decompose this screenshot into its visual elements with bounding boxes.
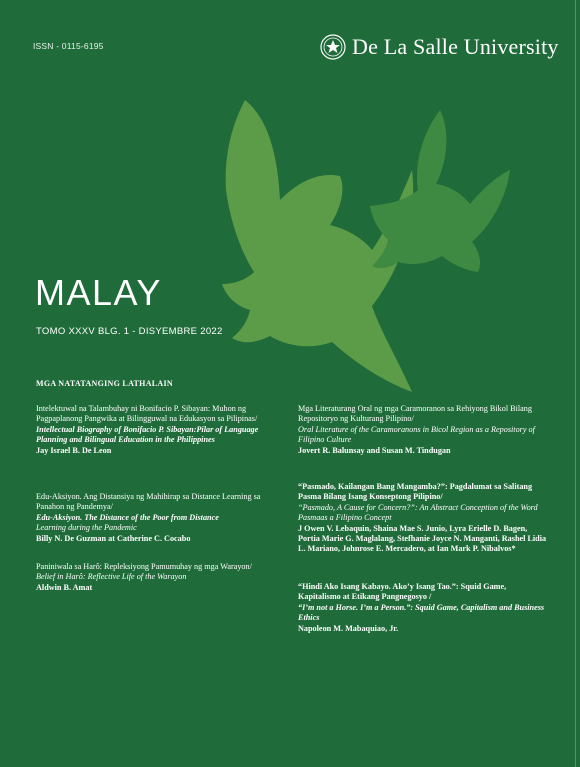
volume-issue-line: TOMO XXXV BLG. 1 - DISYEMBRE 2022 [36,326,223,337]
article-title-english: Edu-Aksiyon. The Distance of the Poor from Distance [36,512,219,522]
article-haro [36,562,252,593]
small-dove-icon [370,110,510,272]
article-edu-aksiyon [36,492,276,544]
university-seal-icon [320,34,346,60]
article-authors: Napoleon M. Mabaquiao, Jr. [298,623,399,633]
university-name: De La Salle University [352,34,559,59]
article-title-filipino: Intelektuwal na Talambuhay ni Bonifacio P. Sibayan: Muhon ng Pagpaplanong Pangwika at Bilingguwal na Edukasyon sa Pilipinas/ [36,404,258,424]
article-title-english-continued: Learning during the Pandemic [36,523,137,533]
large-dove-icon [222,100,413,392]
article-title-filipino: Mga Literaturang Oral ng mga Caramoranon sa Rehiyong Bikol Bilang Repositoryo ng Kulturang Pilipino/ [298,404,532,424]
section-heading: MGA NATATANGING LATHALAIN [36,379,173,388]
article-authors: Jay Israel B. De Leon [36,445,112,455]
article-title-english: Oral Literature of the Caramoranons in Bicol Region as a Repository of Filipino Culture [298,424,535,445]
article-title-filipino: “Hindi Ako Isang Kabayo. Ako’y Isang Tao.”: Squid Game, Kapitalismo at Etikang Pangnegosyo / [298,582,507,602]
article-sibayan [36,404,276,456]
issn-number: ISSN - 0115-6195 [33,41,104,51]
university-brand [320,32,559,62]
doves-illustration [150,80,530,420]
article-title-filipino: “Pasmado, Kailangan Bang Mangamba?”: Pagdalumat sa Salitang Pasma Bilang Isang Konseptong Pilipino/ [298,482,533,502]
article-pasmado [298,482,548,555]
article-title-filipino: Edu-Aksiyon. Ang Distansiya ng Mahihirap sa Distance Learning sa Panahon ng Pandemya/ [36,492,261,512]
article-title-english: Belief in Harô: Reflective Life of the Warayon [36,572,187,582]
article-caramoranon [298,404,548,456]
article-authors: Jovert R. Balunsay and Susan M. Tindugan [298,445,451,455]
article-authors: Aldwin B. Amat [36,582,93,592]
article-authors: Billy N. De Guzman at Catherine C. Cocabo [36,533,191,543]
article-title-filipino: Paniniwala sa Harô: Repleksiyong Pamumuhay ng mga Warayon/ [36,562,252,571]
article-title-english: Intellectual Biography of Bonifacio P. Sibayan:Pilar of Language Planning and Bilingual Education in the Philippines [36,424,259,445]
article-authors: J Owen V. Lebaquin, Shaina Mae S. Junio, Lyra Erielle D. Bagen, Portia Marie G. Maglalang, Stefhanie Joyce N. Manganti, Rashel Lidia L. Mariano, Johnrose E. Mercadero, at Ian Mark P. Nibalvos* [298,523,547,554]
article-squid-game [298,582,548,634]
cover-edge-line [575,0,576,767]
article-title-english: “Pasmado, A Cause for Concern?”: An Abstract Conception of the Word Pasmaas a Filipino Concept [298,502,538,523]
article-title-english: “I’m not a Horse. I’m a Person.”: Squid Game, Capitalism and Business Ethics [298,602,545,623]
journal-title: MALAY [35,272,162,313]
